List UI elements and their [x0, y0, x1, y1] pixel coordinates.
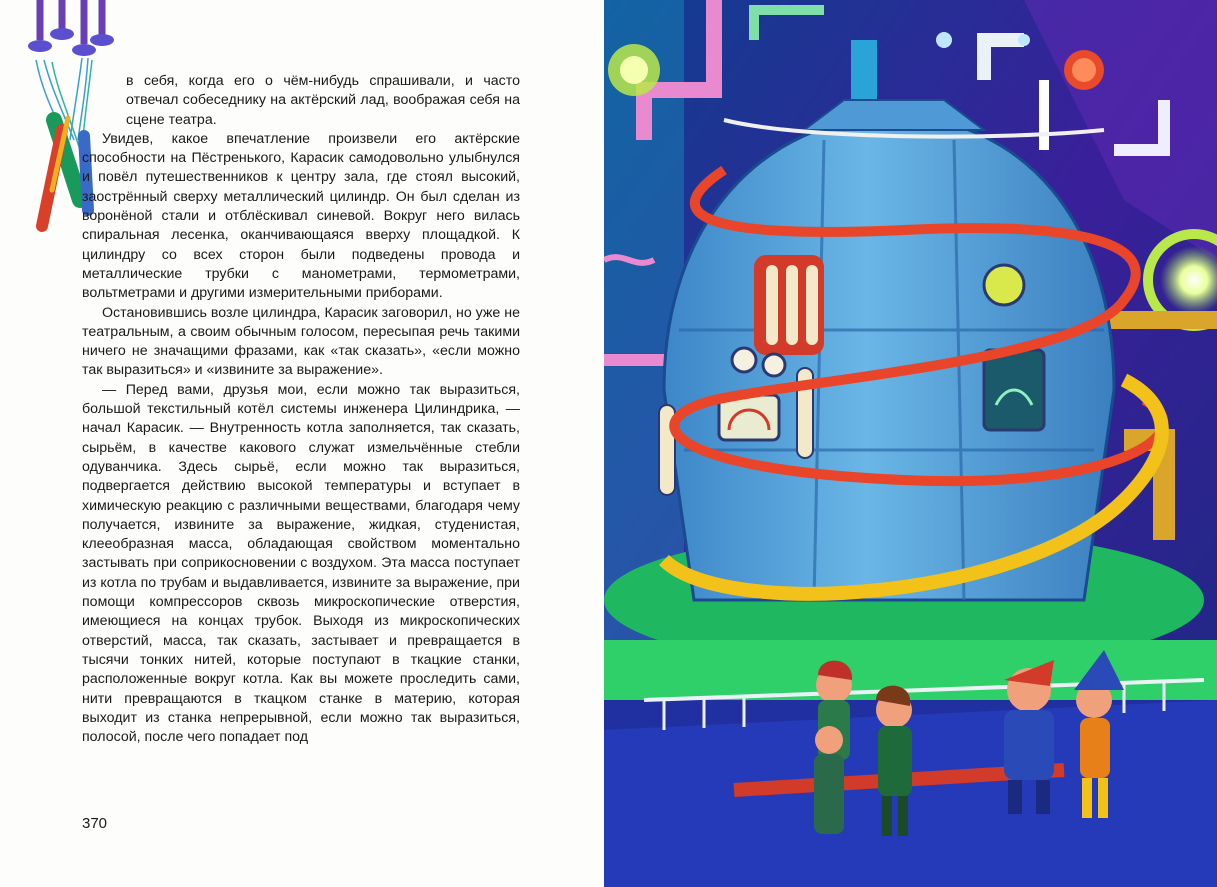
text-page	[0, 0, 604, 887]
paragraph-1: в себя, когда его о чём-нибудь спрашивали, и часто отвечал собеседнику на актёрский лад, воображая себя на сцене театра.	[126, 73, 520, 128]
page-number: 370	[82, 815, 108, 832]
boiler-scene	[604, 0, 1217, 887]
boiler-illustration	[604, 0, 1217, 887]
paragraph-4: — Перед вами, друзья мои, если можно так выразиться, большой текстильный котёл системы инженера Цилиндрика, — начал Карасик. — Внутренность котла заполняется, так сказать, сырьём, в качестве какового служат измельчённые стебли одуванчика. Здесь сырьё, если можно так выразиться, подвергается действию высокой температуры и вступает в химическую реакцию с различными веществами, благодаря чему получается, извините за выражение, жидкая, студенистая, клееобразная масса, обладающая свойством моментально застывать при соприкосновении с воздухом. Эта масса поступает из котла по трубам и выдавливается, извините за выражение, при помощи компрессоров сквозь микроскопические отверстия, имеющиеся на концах трубок. Выходя из микроскопических отверстий, масса, так сказать, застывает и превращается в тысячи тонких нитей, которые поступают в ткацкие станки, расположенные вокруг котла. Как вы можете проследить сами, нити превращаются в ткацком станке в материю, которая выходит из станка непрерывной, если можно так выразиться, полосой, после чего попадает под	[82, 381, 520, 746]
paragraph-2: Увидев, какое впечатление произвели его актёрские способности на Пёстренького, Карасик самодовольно улыбнулся и повёл путешественников к центру зала, где стоял высокий, заострённый сверху металлический цилиндр. Он был сделан из воронёной стали и отблёскивал синевой. Вокруг него вилась спиральная лесенка, оканчивающаяся вверху площадкой. К цилиндру со всех сторон были подведены провода и металлические трубки с манометрами, термометрами, вольтметрами и другими измерительными приборами.	[82, 130, 520, 302]
body-text	[82, 72, 520, 747]
paragraph-3: Остановившись возле цилиндра, Карасик заговорил, но уже не театральным, а своим обычным голосом, пересыпая речь такими ничего не значащими фразами, как «так сказать», «если можно так выразиться» и «извините за выражение».	[82, 304, 520, 379]
